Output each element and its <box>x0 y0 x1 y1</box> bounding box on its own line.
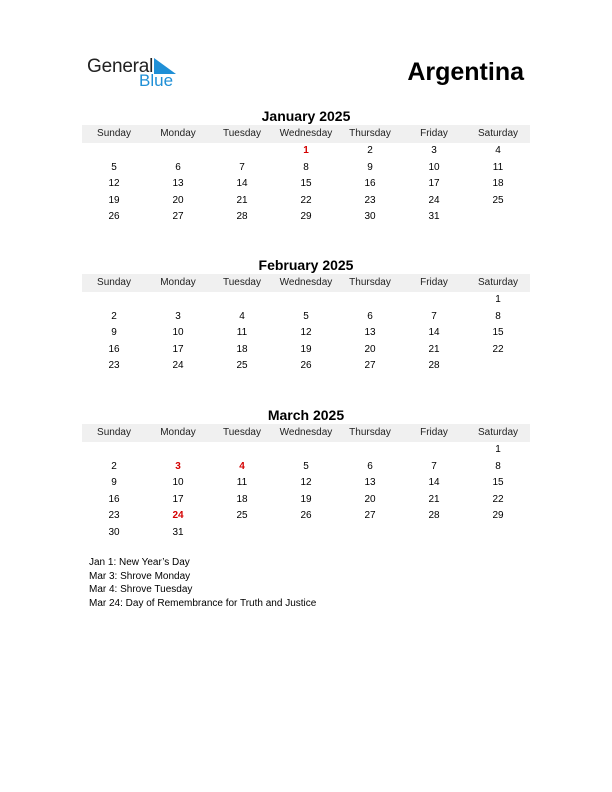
day-cell <box>402 442 466 459</box>
week-row <box>82 143 530 160</box>
week-row <box>82 358 530 375</box>
day-cell: 26 <box>108 211 120 222</box>
day-cell: 17 <box>428 178 440 189</box>
day-cell: 6 <box>367 310 373 322</box>
holiday-day-cell: 3 <box>175 460 181 472</box>
day-cell <box>146 143 210 160</box>
day-cell <box>402 525 466 542</box>
day-cell <box>338 442 402 459</box>
day-cell <box>338 292 402 309</box>
day-cell: 25 <box>492 194 504 206</box>
day-cell: 18 <box>236 493 248 505</box>
weekday-label: Friday <box>420 128 448 139</box>
weekday-label: Saturday <box>477 277 519 288</box>
day-cell: 17 <box>172 343 184 355</box>
day-cell: 29 <box>492 510 504 521</box>
day-cell <box>274 442 338 459</box>
week-row <box>82 193 530 210</box>
week-row <box>82 475 530 492</box>
week-row <box>82 160 530 177</box>
weekday-label: Wednesday <box>279 128 333 139</box>
day-cell: 3 <box>431 145 437 156</box>
holiday-note: Mar 24: Day of Remembrance for Truth and Justice <box>89 597 317 609</box>
month-march <box>82 406 530 541</box>
day-cell: 16 <box>108 493 120 505</box>
day-cell: 13 <box>364 477 376 488</box>
day-cell: 20 <box>172 194 184 206</box>
day-cell: 14 <box>428 327 440 338</box>
day-cell <box>274 292 338 309</box>
day-cell: 2 <box>111 310 117 322</box>
week-row <box>82 342 530 359</box>
day-cell: 10 <box>428 161 440 173</box>
day-cell: 28 <box>428 360 440 371</box>
day-cell: 27 <box>172 211 184 222</box>
day-cell: 28 <box>428 510 440 521</box>
weekday-label: Monday <box>160 277 196 288</box>
week-row <box>82 325 530 342</box>
day-cell: 8 <box>495 310 501 322</box>
day-cell <box>466 358 530 375</box>
weekday-label: Tuesday <box>223 277 261 288</box>
day-cell: 27 <box>364 510 376 521</box>
weekday-label: Saturday <box>477 427 519 438</box>
day-cell: 24 <box>172 360 184 371</box>
week-row <box>82 442 530 459</box>
day-cell: 6 <box>367 460 373 472</box>
day-cell: 2 <box>111 460 117 472</box>
weekday-label: Friday <box>420 277 448 288</box>
day-cell: 26 <box>300 360 312 371</box>
week-row <box>82 525 530 542</box>
day-cell: 11 <box>236 477 248 488</box>
day-cell <box>82 143 146 160</box>
day-cell: 26 <box>300 510 312 521</box>
holiday-day-cell: 4 <box>239 460 245 472</box>
day-cell: 5 <box>303 310 309 322</box>
day-cell: 9 <box>111 327 117 338</box>
day-cell: 8 <box>495 460 501 472</box>
weekday-label: Sunday <box>97 128 131 139</box>
weekday-label: Tuesday <box>223 427 261 438</box>
day-cell: 22 <box>300 194 312 206</box>
week-row <box>82 209 530 226</box>
day-cell: 16 <box>108 343 120 355</box>
week-row <box>82 459 530 476</box>
day-cell: 18 <box>492 178 504 189</box>
weekday-label: Sunday <box>97 277 131 288</box>
day-cell: 23 <box>364 194 376 206</box>
month-title: February 2025 <box>258 257 354 273</box>
day-cell: 8 <box>303 161 309 173</box>
day-cell: 10 <box>172 327 184 338</box>
day-cell <box>210 525 274 542</box>
weekday-label: Friday <box>420 427 448 438</box>
day-cell: 15 <box>492 477 504 488</box>
day-cell: 17 <box>172 493 184 505</box>
weekday-label: Tuesday <box>223 128 261 139</box>
day-cell <box>466 209 530 226</box>
day-cell: 12 <box>300 327 312 338</box>
day-cell: 14 <box>428 477 440 488</box>
generalblue-logo <box>87 56 197 92</box>
logo-word-general: General <box>87 56 154 77</box>
day-cell: 27 <box>364 360 376 371</box>
day-cell: 11 <box>492 161 504 173</box>
month-title: January 2025 <box>261 108 351 124</box>
day-cell: 5 <box>303 460 309 472</box>
day-cell: 10 <box>172 477 184 488</box>
day-cell: 11 <box>236 327 248 338</box>
weekday-header <box>82 125 530 143</box>
day-cell: 30 <box>108 526 120 538</box>
week-row <box>82 176 530 193</box>
day-cell: 4 <box>495 145 501 156</box>
day-cell: 19 <box>108 194 120 206</box>
holiday-note: Jan 1: New Year’s Day <box>89 557 190 568</box>
day-cell: 7 <box>431 460 437 472</box>
day-cell: 19 <box>300 343 312 355</box>
day-cell: 18 <box>236 343 248 355</box>
day-cell: 12 <box>300 477 312 488</box>
day-cell <box>146 442 210 459</box>
day-cell <box>82 292 146 309</box>
day-cell: 20 <box>364 493 376 505</box>
day-cell: 20 <box>364 343 376 355</box>
holiday-day-cell: 1 <box>303 145 309 156</box>
day-cell: 31 <box>428 211 440 222</box>
day-cell: 12 <box>108 178 120 189</box>
day-cell: 22 <box>492 343 504 355</box>
day-cell: 1 <box>495 294 501 305</box>
day-cell <box>338 525 402 542</box>
holiday-note: Mar 3: Shrove Monday <box>89 570 191 582</box>
day-cell: 15 <box>492 327 504 338</box>
month-january <box>82 107 530 226</box>
weekday-label: Saturday <box>477 128 519 139</box>
week-row <box>82 292 530 309</box>
holiday-notes <box>89 556 316 610</box>
weekday-header <box>82 424 530 442</box>
day-cell: 25 <box>236 360 248 371</box>
week-row <box>82 508 530 525</box>
day-cell: 3 <box>175 310 181 322</box>
day-cell <box>210 143 274 160</box>
week-row <box>82 309 530 326</box>
day-cell: 13 <box>172 178 184 189</box>
day-cell: 29 <box>300 211 312 222</box>
day-cell <box>210 442 274 459</box>
day-cell: 19 <box>300 493 312 505</box>
month-title: March 2025 <box>267 407 345 423</box>
weekday-label: Monday <box>160 128 196 139</box>
day-cell: 22 <box>492 493 504 505</box>
weekday-header <box>82 274 530 292</box>
day-cell <box>466 525 530 542</box>
logo-word-blue: Blue <box>139 71 174 90</box>
day-cell: 16 <box>364 178 376 189</box>
day-cell: 31 <box>172 526 184 538</box>
day-cell: 9 <box>111 477 117 488</box>
day-cell: 23 <box>108 510 120 521</box>
day-cell: 23 <box>108 360 120 371</box>
day-cell: 2 <box>367 145 373 156</box>
week-row <box>82 492 530 509</box>
weekday-label: Sunday <box>97 427 131 438</box>
day-cell <box>82 442 146 459</box>
day-cell: 9 <box>367 161 373 173</box>
day-cell <box>146 292 210 309</box>
day-cell: 28 <box>236 211 248 222</box>
day-cell: 7 <box>239 161 245 173</box>
day-cell: 1 <box>495 444 501 455</box>
day-cell: 15 <box>300 178 312 189</box>
day-cell: 13 <box>364 327 376 338</box>
weekday-label: Wednesday <box>279 277 333 288</box>
weekday-label: Thursday <box>349 128 391 139</box>
day-cell: 30 <box>364 211 376 222</box>
day-cell <box>274 525 338 542</box>
weekday-label: Wednesday <box>279 427 333 438</box>
holiday-note: Mar 4: Shrove Tuesday <box>89 584 193 595</box>
day-cell: 25 <box>236 510 248 521</box>
day-cell: 5 <box>111 161 117 173</box>
day-cell: 21 <box>428 493 440 505</box>
month-february <box>82 256 530 375</box>
day-cell: 7 <box>431 310 437 322</box>
day-cell: 6 <box>175 161 181 173</box>
day-cell: 14 <box>236 178 248 189</box>
day-cell: 4 <box>239 310 245 322</box>
holiday-day-cell: 24 <box>172 510 184 521</box>
day-cell <box>402 292 466 309</box>
day-cell: 24 <box>428 194 440 206</box>
weekday-label: Thursday <box>349 277 391 288</box>
day-cell: 21 <box>428 343 440 355</box>
day-cell: 21 <box>236 194 248 206</box>
country-title: Argentina <box>407 58 524 86</box>
day-cell <box>210 292 274 309</box>
weekday-label: Thursday <box>349 427 391 438</box>
weekday-label: Monday <box>160 427 196 438</box>
